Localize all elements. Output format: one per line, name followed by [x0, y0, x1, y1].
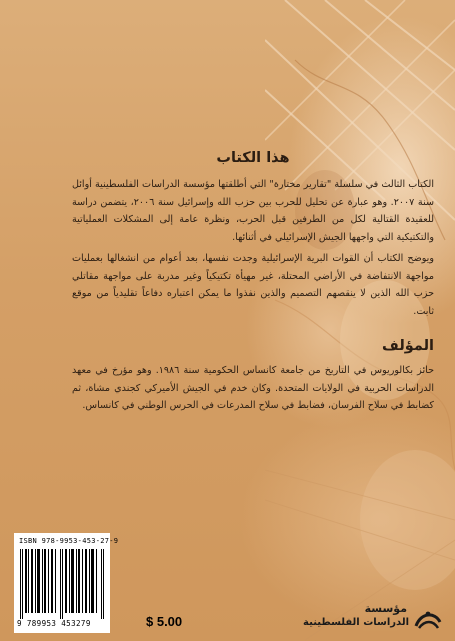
- back-cover-text: [72, 140, 434, 419]
- publisher-name-line2: الدراسات الفلسطينية: [303, 617, 409, 628]
- about-paragraph-1: الكتاب الثالث في سلسلة "تقارير مختارة" التي أطلقتها مؤسسة الدراسات الفلسطينية أوائل سنة ٢٠٠٧. وهو عبارة عن تحليل للحرب بين حزب الله وإسرائيل سنة ٢٠٠٦، يتضمن دراسة للعقيدة القتالية لكل من الطرفين قبل الحرب، ونظرة عامة إلى المشكلات العملياتية والتكتيكية التي واجهها الجيش الإسرائيلي في أثنائها.: [72, 179, 434, 243]
- publisher-logo: [303, 602, 447, 636]
- isbn-barcode: [14, 533, 119, 633]
- about-paragraph-2: ويوضح الكتاب أن القوات البرية الإسرائيلية وجدت نفسها، بعد أعوام من انشغالها بعمليات مواجهة الانتفاضة في الأراضي المحتلة، غير مهيأة تكتيكياً وغير مدربة على مواجهة مقاتلي حزب الله الذين لا ينقصهم التصميم والذين نفذوا ما يمكن اعتباره دفاعاً تقليدياً من موقع ثابت.: [72, 253, 434, 317]
- author-heading: المؤلف: [382, 338, 434, 354]
- barcode-bars: [18, 549, 106, 619]
- price-label: $ 5.00: [146, 614, 183, 629]
- author-paragraph: حائز بكالوريوس في التاريخ من جامعة كانساس الحكومية سنة ١٩٨٦. وهو مؤرخ في معهد الدراسات الحربية في الولايات المتحدة. وكان خدم في الجيش الأميركي كجندي مشاة، ثم كضابط في سلاح الفرسان، فضابط في سلاح المدرعات في الحرس الوطني في كانساس.: [72, 365, 434, 411]
- barcode-number: 9 789953 453279: [17, 619, 91, 628]
- publisher-name-line1: مؤسسة: [364, 602, 407, 615]
- about-book-heading: هذا الكتاب: [216, 150, 290, 166]
- palestinian-studies-logo-icon: [413, 606, 443, 632]
- isbn-label: ISBN 978-9953-453-27-9: [19, 537, 119, 545]
